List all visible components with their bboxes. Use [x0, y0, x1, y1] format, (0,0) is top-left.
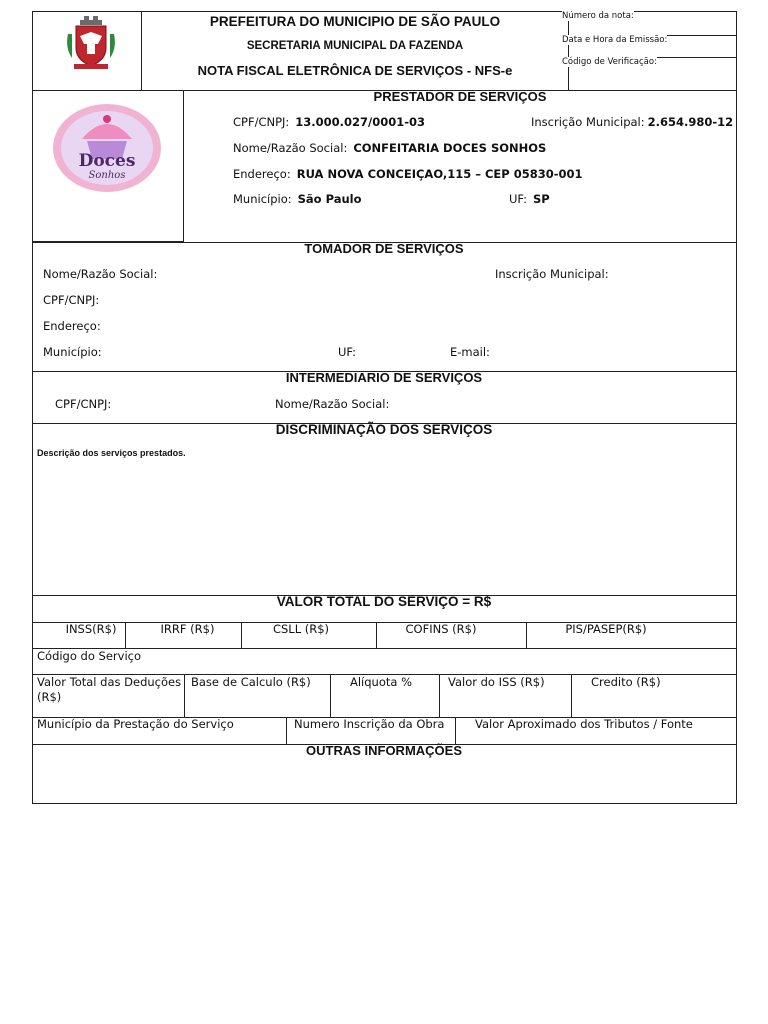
calculo-sep-4: [571, 674, 572, 717]
codigo-verificacao-label: Código de Verificação:: [562, 57, 657, 67]
intermediario-title: INTERMEDIARIO DE SERVIÇOS: [285, 370, 483, 385]
prestador-uf-value: SP: [533, 192, 550, 206]
prestacao-sep-2: [455, 717, 456, 744]
imposto-irrf: IRRF (R$): [160, 622, 215, 636]
prestador-endereco-value: RUA NOVA CONCEIÇAO,115 – CEP 05830-001: [296, 167, 583, 181]
imposto-inss: INSS(R$): [65, 622, 117, 636]
discriminacao-title: DISCRIMINAÇÃO DOS SERVIÇOS: [275, 422, 493, 437]
header-doc-title: NOTA FISCAL ELETRÔNICA DE SERVIÇOS - NFS-e: [197, 63, 513, 78]
valor-total-title: VALOR TOTAL DO SERVIÇO = R$: [276, 594, 492, 609]
prestador-inscricao-label: Inscrição Municipal:: [531, 115, 645, 129]
header-subtitle: SECRETARIA MUNICIPAL DA FAZENDA: [246, 40, 464, 52]
prestador-cnpj-value: 13.000.027/0001-03: [295, 115, 426, 129]
calculo-sep-2: [330, 674, 331, 717]
tomador-email-label: E-mail:: [450, 345, 490, 359]
prestador-uf-label: UF:: [509, 192, 528, 206]
tomador-cnpj-label: CPF/CNPJ:: [43, 293, 100, 307]
header-divider-right: [568, 11, 569, 90]
logo-brand-line2: Sonhos: [88, 170, 126, 181]
intermediario-nome-label: Nome/Razão Social:: [275, 397, 390, 411]
calculo-credito-label: Credito (R$): [591, 675, 661, 689]
imposto-csll: CSLL (R$): [272, 622, 330, 636]
prestador-cnpj: [233, 115, 425, 129]
prestacao-sep-1: [286, 717, 287, 744]
prestador-municipio: [233, 192, 361, 206]
doces-sonhos-logo: [52, 103, 162, 193]
prestacao-tributos-label: Valor Aproximado dos Tributos / Fonte: [475, 717, 693, 731]
calculo-deducoes-label: Valor Total das Deduções (R$): [37, 675, 182, 704]
header-title: PREFEITURA DO MUNICIPIO DE SÃO PAULO: [209, 14, 501, 29]
calculo-base-label: Base de Calculo (R$): [191, 675, 311, 689]
codigo-servico-label: Código do Serviço: [37, 649, 142, 663]
prestador-cnpj-label: CPF/CNPJ:: [233, 115, 290, 129]
calculo-aliquota-label: Alíquota %: [350, 675, 413, 689]
discriminacao-descricao: Descrição dos serviços prestados.: [37, 448, 186, 458]
tomador-title: TOMADOR DE SERVIÇOS: [304, 241, 464, 256]
numero-nota-label: Número da nota:: [562, 11, 634, 21]
prestacao-obra-label: Numero Inscrição da Obra: [294, 717, 445, 731]
prestador-municipio-value: São Paulo: [297, 192, 362, 206]
prestador-nome-value: CONFEITARIA DOCES SONHOS: [353, 141, 547, 155]
tomador-nome-label: Nome/Razão Social:: [43, 267, 158, 281]
intermediario-cnpj-label: CPF/CNPJ:: [55, 397, 112, 411]
imposto-pis-pasep: PIS/PASEP(R$): [565, 622, 647, 636]
calculo-sep-1: [184, 674, 185, 717]
outras-title: OUTRAS INFORMAÇÕES: [306, 743, 462, 758]
tomador-uf-label: UF:: [338, 345, 357, 359]
prestacao-municipio-label: Município da Prestação do Serviço: [37, 717, 234, 731]
prestador-endereco: [233, 167, 583, 181]
data-emissao-label: Data e Hora da Emissão:: [562, 35, 668, 45]
prestador-endereco-label: Endereço:: [233, 167, 291, 181]
prestador-inscricao: [531, 115, 733, 129]
tomador-inscricao-label: Inscrição Municipal:: [495, 267, 609, 281]
tomador-frame: [32, 242, 737, 372]
tomador-endereco-label: Endereço:: [43, 319, 101, 333]
calculo-iss-label: Valor do ISS (R$): [448, 675, 545, 689]
coat-of-arms-logo: [62, 14, 120, 72]
prestador-title: PRESTADOR DE SERVIÇOS: [373, 89, 547, 104]
prestador-nome-label: Nome/Razão Social:: [233, 141, 348, 155]
prestador-nome: [233, 141, 546, 155]
tomador-municipio-label: Município:: [43, 345, 102, 359]
logo-brand-line1: Doces: [78, 151, 136, 171]
calculo-sep-3: [439, 674, 440, 717]
prestador-inscricao-value: 2.654.980-12: [647, 115, 734, 129]
prestador-municipio-label: Município:: [233, 192, 292, 206]
imposto-cofins: COFINS (R$): [405, 622, 477, 636]
prestador-uf: [509, 192, 550, 206]
